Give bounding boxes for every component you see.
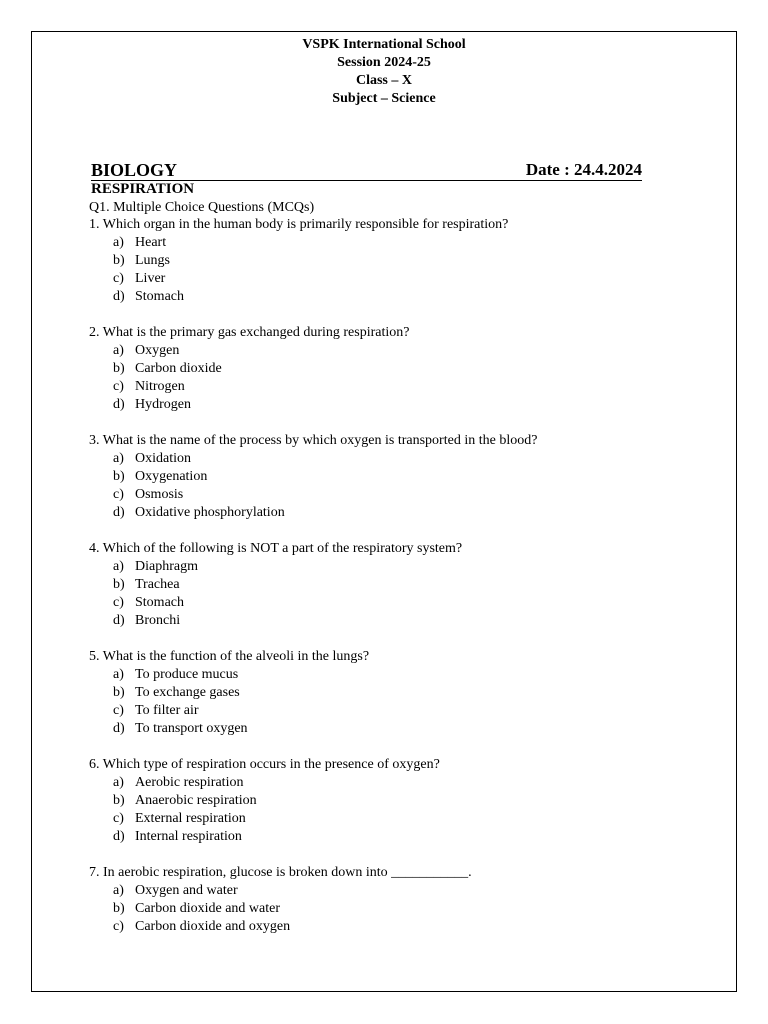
option-text: Heart	[135, 235, 167, 250]
option-item	[113, 900, 709, 918]
question-spacer	[89, 738, 709, 756]
option-item	[113, 882, 709, 900]
question-spacer	[89, 414, 709, 432]
option-text: Hydrogen	[135, 397, 191, 412]
option-letter: c)	[113, 703, 124, 718]
section-heading: Q1. Multiple Choice Questions (MCQs)	[89, 200, 315, 215]
option-item	[113, 252, 709, 270]
option-text: Osmosis	[135, 487, 184, 502]
title-bar	[91, 160, 642, 181]
option-text: To exchange gases	[135, 685, 240, 700]
question-item	[89, 324, 709, 414]
option-letter: a)	[113, 559, 124, 574]
option-letter: a)	[113, 343, 124, 358]
option-letter: b)	[113, 361, 125, 376]
option-text: Stomach	[135, 595, 184, 610]
question-text: 1. Which organ in the human body is primarily responsible for respiration?	[89, 217, 509, 232]
option-letter: a)	[113, 451, 124, 466]
class-label: Class – X	[355, 73, 412, 88]
question-spacer	[89, 522, 709, 540]
option-item	[113, 504, 709, 522]
option-text: Stomach	[135, 289, 184, 304]
option-letter: a)	[113, 235, 124, 250]
option-letter: d)	[113, 289, 125, 304]
option-text: Carbon dioxide	[135, 361, 222, 376]
option-item	[113, 468, 709, 486]
section-subject: BIOLOGY	[91, 160, 178, 180]
option-text: Anaerobic respiration	[135, 793, 257, 808]
option-letter: c)	[113, 487, 124, 502]
subject-label: Subject – Science	[332, 91, 436, 106]
question-text: 6. Which type of respiration occurs in the presence of oxygen?	[89, 757, 440, 772]
option-text: To produce mucus	[135, 667, 239, 682]
question-item	[89, 756, 709, 846]
option-item	[113, 918, 709, 936]
session-label: Session 2024-25	[337, 55, 431, 70]
option-item	[113, 810, 709, 828]
option-letter: d)	[113, 721, 125, 736]
option-text: To filter air	[135, 703, 199, 718]
question-text: 7. In aerobic respiration, glucose is broken down into ___________.	[89, 865, 472, 880]
option-text: Nitrogen	[135, 379, 185, 394]
option-item	[113, 270, 709, 288]
option-letter: d)	[113, 505, 125, 520]
option-item	[113, 774, 709, 792]
option-text: Lungs	[135, 253, 170, 268]
option-text: To transport oxygen	[135, 721, 248, 736]
option-item	[113, 612, 709, 630]
option-letter: d)	[113, 397, 125, 412]
option-item	[113, 558, 709, 576]
question-item	[89, 540, 709, 630]
option-item	[113, 288, 709, 306]
option-list	[89, 558, 709, 630]
option-list	[89, 342, 709, 414]
option-text: Oxygenation	[135, 469, 208, 484]
option-item	[113, 360, 709, 378]
option-text: Aerobic respiration	[135, 775, 244, 790]
option-text: Carbon dioxide and water	[135, 901, 281, 916]
option-text: Trachea	[135, 577, 180, 592]
option-item	[113, 702, 709, 720]
option-letter: b)	[113, 577, 125, 592]
option-text: External respiration	[135, 811, 246, 826]
option-letter: a)	[113, 775, 124, 790]
question-spacer	[89, 846, 709, 864]
option-letter: d)	[113, 613, 125, 628]
option-item	[113, 450, 709, 468]
option-letter: a)	[113, 883, 124, 898]
option-item	[113, 396, 709, 414]
question-text: 5. What is the function of the alveoli in the lungs?	[89, 649, 370, 664]
option-item	[113, 576, 709, 594]
option-list	[89, 450, 709, 522]
option-letter: b)	[113, 685, 125, 700]
option-list	[89, 774, 709, 846]
question-item	[89, 432, 709, 522]
option-letter: c)	[113, 271, 124, 286]
question-spacer	[89, 306, 709, 324]
option-letter: b)	[113, 901, 125, 916]
school-name: VSPK International School	[302, 37, 466, 52]
option-item	[113, 666, 709, 684]
topic-heading: RESPIRATION	[91, 181, 195, 197]
option-text: Diaphragm	[135, 559, 198, 574]
question-item	[89, 864, 709, 936]
option-letter: b)	[113, 469, 125, 484]
question-item	[89, 648, 709, 738]
option-item	[113, 378, 709, 396]
option-list	[89, 234, 709, 306]
option-text: Oxidation	[135, 451, 191, 466]
question-item	[89, 216, 709, 306]
option-letter: c)	[113, 379, 124, 394]
question-text: 2. What is the primary gas exchanged during respiration?	[89, 325, 410, 340]
option-item	[113, 594, 709, 612]
option-item	[113, 684, 709, 702]
option-letter: c)	[113, 919, 124, 934]
option-item	[113, 486, 709, 504]
worksheet-date: Date : 24.4.2024	[525, 160, 642, 179]
option-text: Bronchi	[135, 613, 181, 628]
option-letter: c)	[113, 595, 124, 610]
option-item	[113, 828, 709, 846]
option-list	[89, 882, 709, 936]
option-item	[113, 234, 709, 252]
option-item	[113, 342, 709, 360]
question-spacer	[89, 630, 709, 648]
option-text: Oxidative phosphorylation	[135, 505, 285, 520]
option-text: Oxygen	[135, 343, 180, 358]
question-list	[89, 216, 709, 936]
option-letter: d)	[113, 829, 125, 844]
option-letter: a)	[113, 667, 124, 682]
document-header	[32, 36, 736, 108]
option-text: Internal respiration	[135, 829, 242, 844]
option-item	[113, 720, 709, 738]
option-item	[113, 792, 709, 810]
option-letter: c)	[113, 811, 124, 826]
option-text: Carbon dioxide and oxygen	[135, 919, 291, 934]
worksheet-page	[31, 31, 737, 992]
question-text: 4. Which of the following is NOT a part of the respiratory system?	[89, 541, 463, 556]
option-letter: b)	[113, 253, 125, 268]
question-text: 3. What is the name of the process by which oxygen is transported in the blood?	[89, 433, 538, 448]
option-letter: b)	[113, 793, 125, 808]
option-text: Liver	[135, 271, 166, 286]
option-text: Oxygen and water	[135, 883, 238, 898]
option-list	[89, 666, 709, 738]
